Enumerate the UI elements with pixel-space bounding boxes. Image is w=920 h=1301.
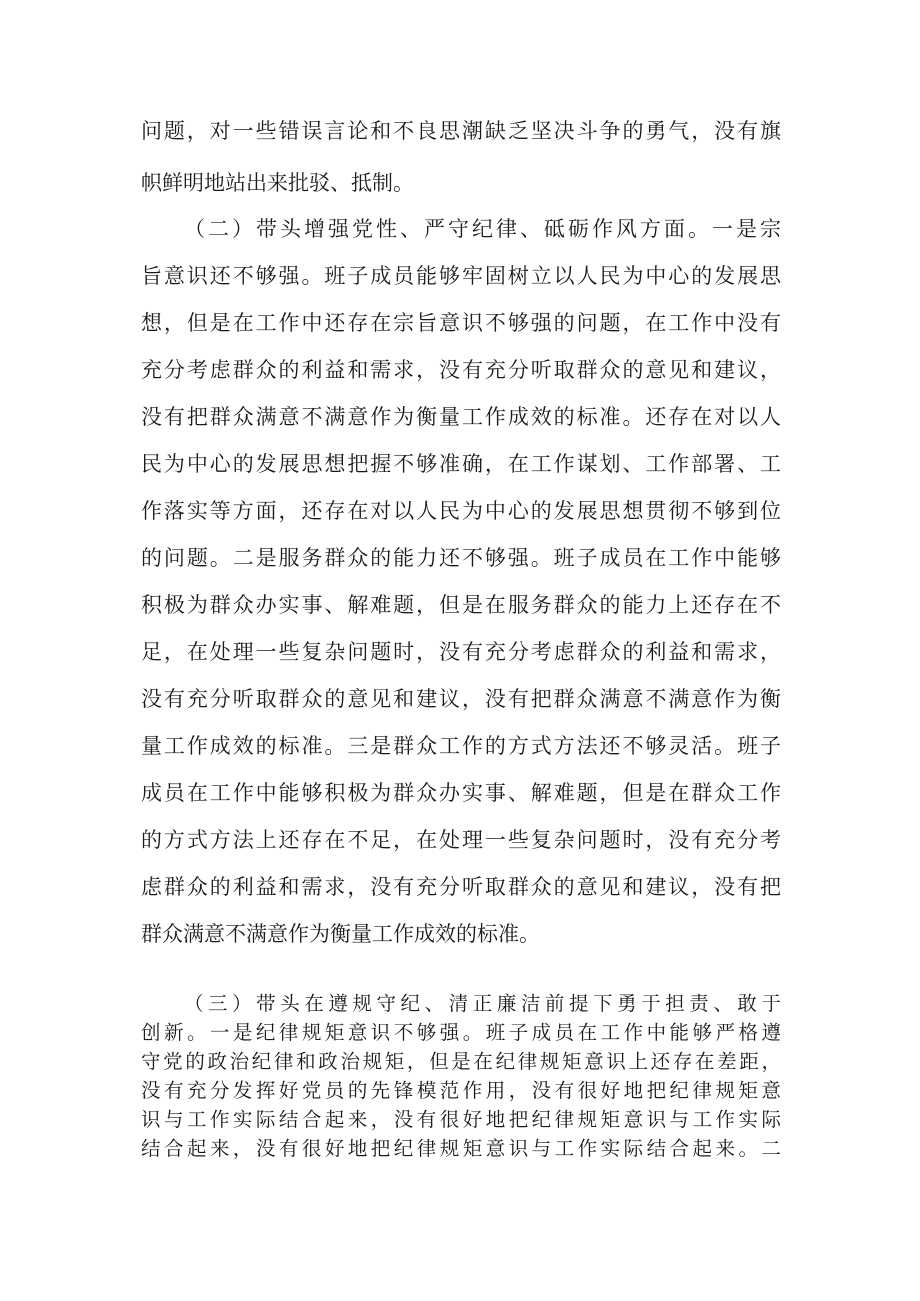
text-line: 的方式方法上还存在不足，在处理一些复杂问题时，没有充分考: [141, 828, 781, 852]
text-line: 守党的政治纪律和政治规矩，但是在纪律规矩意识上还存在差距，: [141, 1050, 781, 1073]
text-line: 民为中心的发展思想把握不够准确，在工作谋划、工作部署、工: [141, 452, 781, 476]
section-2-heading-line: （二）带头增强党性、严守纪律、砥砺作风方面。一是宗: [184, 217, 781, 241]
text-line: 创新。一是纪律规矩意识不够强。班子成员在工作中能够严格遵: [141, 1021, 781, 1044]
text-line: 旨意识还不够强。班子成员能够牢固树立以人民为中心的发展思: [141, 264, 781, 288]
text-line: 虑群众的利益和需求，没有充分听取群众的意见和建议，没有把: [141, 875, 781, 899]
text-line: 足，在处理一些复杂问题时，没有充分考虑群众的利益和需求，: [141, 640, 781, 664]
text-line: 没有充分听取群众的意见和建议，没有把群众满意不满意作为衡: [141, 687, 781, 711]
text-line: 没有把群众满意不满意作为衡量工作成效的标准。还存在对以人: [141, 405, 781, 429]
text-line: 作落实等方面，还存在对以人民为中心的发展思想贯彻不够到位: [141, 499, 781, 523]
text-line: 识与工作实际结合起来，没有很好地把纪律规矩意识与工作实际: [141, 1108, 781, 1131]
text-line: 结合起来，没有很好地把纪律规矩意识与工作实际结合起来。二: [141, 1137, 781, 1160]
text-line: 想，但是在工作中还存在宗旨意识不够强的问题，在工作中没有: [141, 311, 781, 335]
text-line: 充分考虑群众的利益和需求，没有充分听取群众的意见和建议，: [141, 358, 781, 382]
text-line: 没有充分发挥好党员的先锋模范作用，没有很好地把纪律规矩意: [141, 1079, 781, 1102]
text-line: 的问题。二是服务群众的能力还不够强。班子成员在工作中能够: [141, 546, 781, 570]
text-line: 量工作成效的标准。三是群众工作的方式方法还不够灵活。班子: [141, 734, 781, 758]
text-line: 成员在工作中能够积极为群众办实事、解难题，但是在群众工作: [141, 781, 781, 805]
text-line: 积极为群众办实事、解难题，但是在服务群众的能力上还存在不: [141, 593, 781, 617]
section-3-heading-line: （三）带头在遵规守纪、清正廉洁前提下勇于担责、敢于: [184, 992, 781, 1015]
text-line: 问题，对一些错误言论和不良思潮缺乏坚决斗争的勇气，没有旗: [141, 119, 781, 143]
text-line: 群众满意不满意作为衡量工作成效的标准。: [141, 922, 540, 946]
text-line: 帜鲜明地站出来批驳、抵制。: [141, 171, 414, 195]
